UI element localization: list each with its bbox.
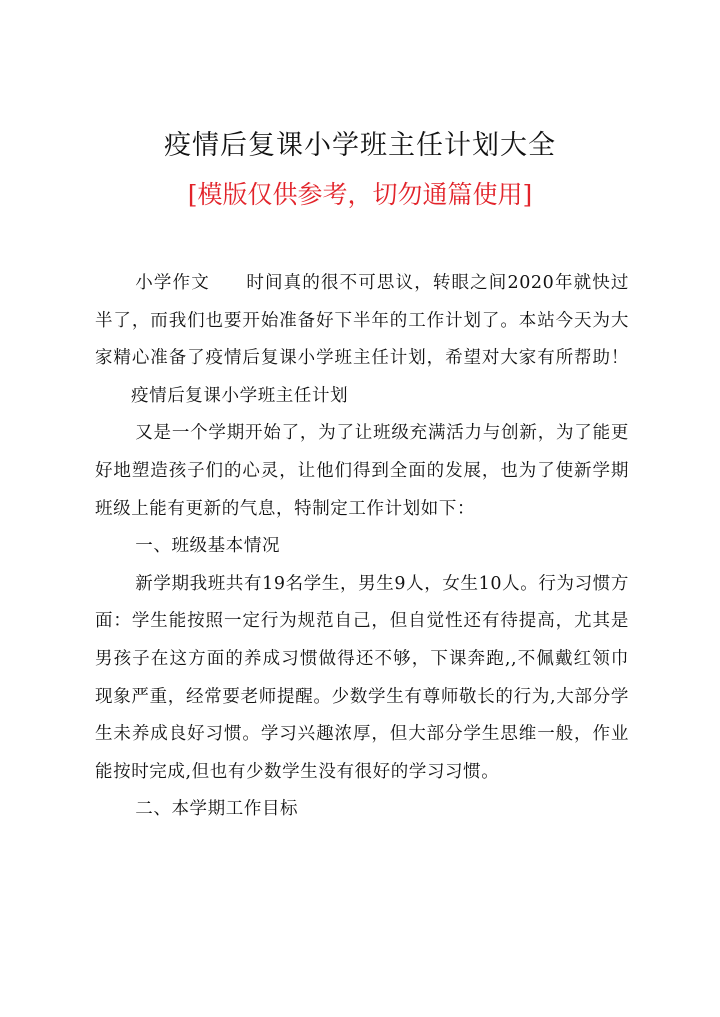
intro-text: 时间真的很不可思议，转眼之间2020年就快过半了，而我们也要开始准备好下半年的工作计划了。本站今天为大家精心准备了疫情后复课小学班主任计划，希望对大家有所帮助！ [95, 273, 629, 369]
document-body [95, 265, 629, 829]
intro-paragraph [95, 265, 629, 415]
section-heading-class-situation: 一、班级基本情况 [135, 536, 281, 557]
intro-heading: 疫情后复课小学班主任计划 [131, 385, 349, 406]
paragraph-opening: 又是一个学期开始了，为了让班级充满活力与创新，为了能更好地塑造孩子们的心灵，让他们得到全面的发展，也为了使新学期班级上能有更新的气息，特制定工作计划如下： [95, 423, 629, 519]
intro-category: 小学作文 [135, 273, 210, 293]
template-notice: [模版仅供参考，切勿通篇使用] [187, 180, 533, 209]
section-heading-work-goals: 二、本学期工作目标 [135, 799, 299, 820]
document-title: 疫情后复课小学班主任计划大全 [164, 130, 556, 161]
paragraph-class-situation: 新学期我班共有19名学生，男生9人，女生10人。行为习惯方面：学生能按照一定行为规范自己，但自觉性还有待提高，尤其是男孩子在这方面的养成习惯做得还不够，下课奔跑,,不佩戴红领巾现象严重，经常要老师提醒。少数学生有尊师敬长的行为,大部分学生未养成良好习惯。学习兴趣浓厚，但大部分学生思维一般，作业能按时完成,但也有少数学生没有很好的学习习惯。 [95, 573, 629, 782]
